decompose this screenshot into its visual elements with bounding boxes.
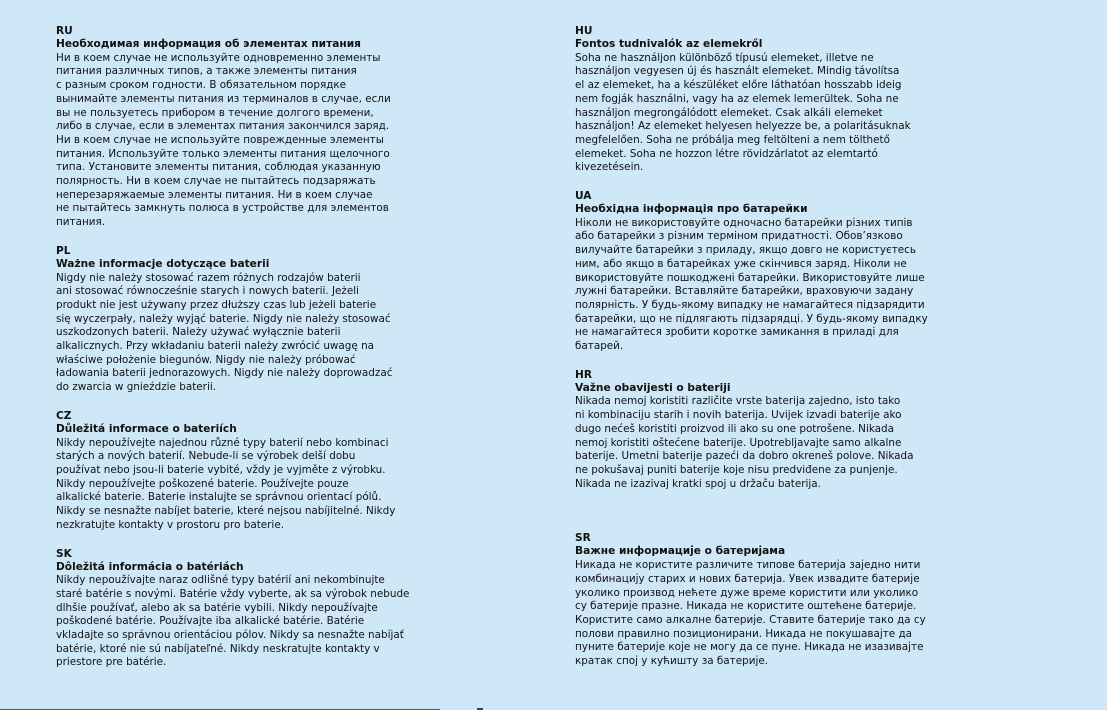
text-line: starých a nových baterií. Nebude-li se výrobek delší dobu xyxy=(56,450,356,463)
section-ua xyxy=(575,189,928,354)
text-line: кратак спој у кућишту за батерије. xyxy=(575,655,769,668)
text-line: Nikada ne izazivaj kratki spoj u držaču baterija. xyxy=(575,477,821,490)
text-line: nemoj koristiti oštećene baterije. Upotrebljavajte samo alkalne xyxy=(575,436,902,449)
section-title: Dôležitá informácia o batériách xyxy=(56,560,244,573)
section-hr xyxy=(575,368,925,492)
text-line: poškodené batérie. Používajte iba alkalické batérie. Batérie xyxy=(56,615,365,628)
text-line: nezkratujte kontakty v prostoru pro baterie. xyxy=(56,518,285,531)
text-line: používat nebo jsou-li baterie vybité, vždy je vyjměte z výrobku. xyxy=(56,463,386,476)
right-column xyxy=(575,24,928,669)
text-line: do zwarcia w gnieździe baterii. xyxy=(56,381,217,394)
text-line: használjon megrongálódott elemeket. Csak alkáli elemeket xyxy=(575,106,883,119)
text-line: уколико производ нећете дуже време користити или уколико xyxy=(575,586,919,599)
text-line: produkt nie jest używany przez dłuższy czas lub jeżeli baterie xyxy=(56,298,377,311)
text-line: priestore pre batérie. xyxy=(56,656,167,669)
text-line: су батерије празне. Никада не користите оштећене батерије. xyxy=(575,600,917,613)
text-line: батарей. xyxy=(575,340,624,353)
language-code: HU xyxy=(575,25,593,37)
section-hu xyxy=(575,24,925,175)
text-line: не пытайтесь замкнуть полюса в устройстве для элементов xyxy=(56,202,389,215)
text-line: el az elemeket, ha a készüléket előre láthatóan hosszabb ideig xyxy=(575,79,902,92)
text-line: baterije. Umetni baterije pazeći da dobro okreneš polove. Nikada xyxy=(575,450,914,463)
text-line: або батарейки з різним терміном придатності. Обов’язково xyxy=(575,230,903,243)
text-line: Ни в коем случае не используйте поврежденные элементы xyxy=(56,133,384,146)
text-line: питания. Используйте только элементы питания щелочного xyxy=(56,147,390,160)
section-sr xyxy=(575,531,925,668)
section-ru xyxy=(56,24,406,230)
text-line: vkladajte so správnou orientáciou pólov. Nikdy sa nesnažte nabíjať xyxy=(56,629,404,642)
text-line: Nikdy se nesnažte nabíjet baterie, které nejsou nabíjitelné. Nikdy xyxy=(56,505,396,518)
text-line: питания. xyxy=(56,216,106,229)
text-line: Nikdy nepoužívejte najednou různé typy baterií nebo kombinaci xyxy=(56,436,389,449)
text-line: не намагайтеся зробити коротке замикання в приладі для xyxy=(575,326,899,339)
text-line: használjon vegyesen új és használt elemeket. Mindig távolítsa xyxy=(575,65,900,78)
language-code: HR xyxy=(575,368,593,381)
text-line: Nikdy nepoužívejte poškozené baterie. Používejte pouze xyxy=(56,477,349,490)
text-line: használjon! Az elemeket helyesen helyezze be, a polaritásuknak xyxy=(575,120,911,133)
text-line: неперезаряжаемые элементы питания. Ни в коем случае xyxy=(56,188,373,201)
text-line: właściwe położenie biegunów. Nigdy nie należy próbować xyxy=(56,353,356,366)
text-line: полярность. Ни в коем случае не пытайтесь подзаряжать xyxy=(56,175,376,188)
section-title: Ważne informacje dotyczące baterii xyxy=(56,257,270,270)
text-line: ним, або якщо в батарейках уже скінчився заряд. Ніколи не xyxy=(575,257,907,270)
text-line: staré batérie s novými. Batérie vždy vyberte, ak sa výrobok nebude xyxy=(56,587,410,600)
text-line: либо в случае, если в элементах питания закончился заряд. xyxy=(56,120,390,133)
text-line: nem fogják használni, vagy ha az elemek lemerültek. Soha ne xyxy=(575,92,899,105)
text-line: się wyczerpały, należy wyjąć baterie. Nigdy nie należy stosować xyxy=(56,312,391,325)
section-title: Необходимая информация об элементах питания xyxy=(56,38,361,50)
section-title: Необхідна інформація про батарейки xyxy=(575,203,808,216)
text-line: питания различных типов, а также элементы питания xyxy=(56,65,357,78)
text-line: вы не пользуетесь прибором в течение долгого времени, xyxy=(56,106,374,119)
text-line: alkalicznych. Przy wkładaniu baterii należy zwrócić uwagę na xyxy=(56,340,375,353)
text-line: Ни в коем случае не используйте одновременно элементы xyxy=(56,51,381,64)
text-line: alkalické baterie. Baterie instalujte se správnou orientací pólů. xyxy=(56,491,382,504)
text-line: dugo nećeš koristiti proizvod ili ako su one potrošene. Nikada xyxy=(575,422,894,435)
language-code: RU xyxy=(56,25,73,37)
text-line: типа. Установите элементы питания, соблюдая указанную xyxy=(56,161,381,174)
language-code: SK xyxy=(56,547,72,560)
text-line: megfelelően. Soha ne próbálja meg feltölteni a nem tölthető xyxy=(575,133,890,146)
text-line: використовуйте пошкоджені батарейки. Використовуйте лише xyxy=(575,271,925,284)
text-line: вилучайте батарейки з приладу, якщо довго не користуєтесь xyxy=(575,244,916,257)
text-line: Nikdy nepoužívajte naraz odlišné typy batérií ani nekombinujte xyxy=(56,574,385,587)
text-line: dlhšie používať, alebo ak sa batérie vybili. Nikdy nepoužívajte xyxy=(56,601,378,614)
text-line: полярність. У будь-якому випадку не намагайтеся підзарядити xyxy=(575,298,925,311)
text-line: ne pokušavaj puniti baterije koje nisu predviđene za punjenje. xyxy=(575,463,898,476)
left-column xyxy=(56,24,410,670)
text-line: uszkodzonych baterii. Należy używać wyłącznie baterii xyxy=(56,326,341,339)
text-line: ani stosować równocześnie starych i nowych baterii. Jeżeli xyxy=(56,285,360,298)
section-title: Fontos tudnivalók az elemekről xyxy=(575,38,763,50)
section-sk xyxy=(56,547,410,671)
text-line: Користите само алкалне батерије. Ставите батерије тако да су xyxy=(575,613,926,626)
text-line: ni kombinaciju starih i novih baterija. Uvijek izvadi baterije ako xyxy=(575,409,902,422)
language-code: UA xyxy=(575,190,592,203)
section-title: Важне информације о батеријама xyxy=(575,545,786,558)
section-title: Važne obavijesti o bateriji xyxy=(575,381,731,394)
text-line: комбинацију старих и нових батерија. Увек извадите батерије xyxy=(575,572,920,585)
text-line: батарейки, що не підлягають підзарядці. У будь-якому випадку xyxy=(575,312,928,325)
text-line: Nikada nemoj koristiti različite vrste baterija zajedno, isto tako xyxy=(575,395,901,408)
section-cz xyxy=(56,409,406,533)
text-line: пуните батерије које не могу да се пуне. Никада не изазивајте xyxy=(575,641,924,654)
language-code: CZ xyxy=(56,409,72,422)
text-line: Ніколи не використовуйте одночасно батарейки різних типів xyxy=(575,216,913,229)
text-line: elemeket. Soha ne hozzon létre rövidzárlatot az elemtartó xyxy=(575,147,878,160)
text-line: с разным сроком годности. В обязательном порядке xyxy=(56,79,347,92)
text-line: лужні батарейки. Вставляйте батарейки, враховуючи задану xyxy=(575,285,914,298)
text-line: Nigdy nie należy stosować razem różnych rodzajów baterii xyxy=(56,271,361,284)
text-line: полови правилно позиционирани. Никада не покушавајте да xyxy=(575,627,913,640)
text-line: Soha ne használjon különböző típusú elemeket, illetve ne xyxy=(575,51,874,64)
language-code: SR xyxy=(575,532,591,545)
text-line: ładowania baterii jednorazowych. Nigdy nie należy doprowadzać xyxy=(56,367,393,380)
text-line: Никада не користите различите типове батерија заједно нити xyxy=(575,559,921,572)
text-line: batérie, ktoré nie sú nabíjateľné. Nikdy neskratujte kontakty v xyxy=(56,642,380,655)
text-line: вынимайте элементы питания из терминалов в случае, если xyxy=(56,92,391,105)
language-code: PL xyxy=(56,244,71,257)
section-pl xyxy=(56,244,406,395)
section-title: Důležitá informace o bateriích xyxy=(56,422,237,435)
text-line: kivezetésein. xyxy=(575,161,644,174)
